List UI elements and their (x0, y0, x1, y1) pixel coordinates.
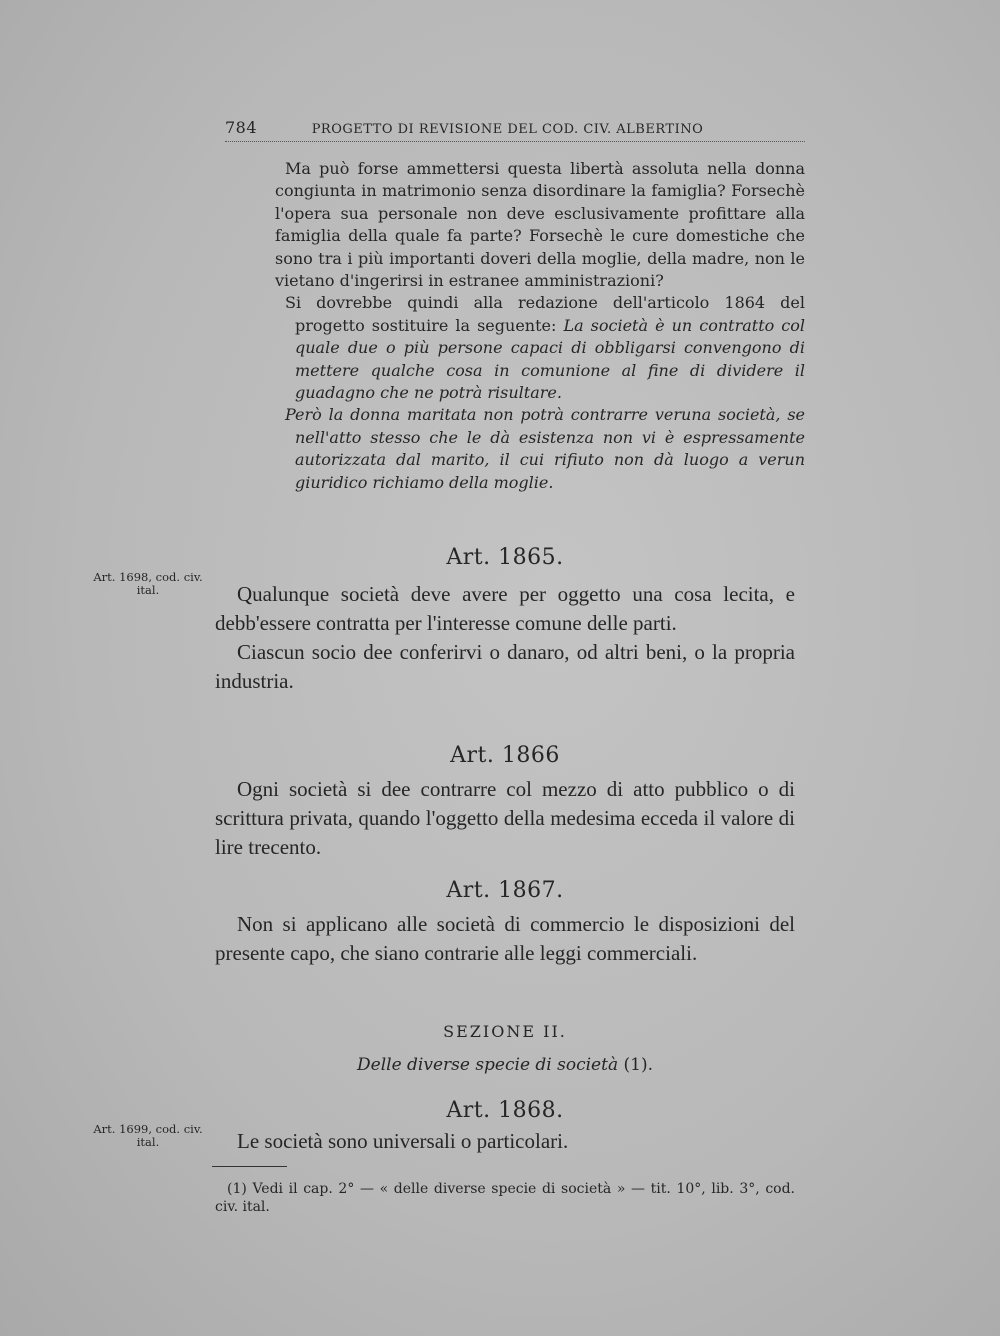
commentary-paragraph-2 (275, 292, 805, 404)
article-body-1865 (215, 580, 795, 696)
commentary-paragraph-1: Ma può forse ammettersi questa libertà assoluta nella donna congiunta in matrimonio senza disordinare la famiglia? Forsechè l'opera sua personale non deve esclusivamente profittare alla famiglia della quale fa parte? Forsechè le cure domestiche che sono tra i più importanti doveri della moglie, della madre, non le vietano d'ingerirsi in estranee amministrazioni? (275, 159, 805, 291)
section-subtitle-text: Delle diverse specie di società (357, 1055, 619, 1075)
commentary-paragraph-2-intro: Si dovrebbe quindi alla redazione dell'articolo 1864 del progetto sostituire la seguente: (285, 293, 805, 335)
margin-note-art-1868: Art. 1699, cod. civ. ital. (93, 1122, 203, 1149)
footnote (215, 1180, 795, 1216)
article-body-1867 (215, 910, 795, 968)
section-title: SEZIONE II. (443, 1022, 567, 1041)
article-body-1866 (215, 775, 795, 862)
article-1866-paragraph-1: Ogni società si dee contrarre col mezzo di atto pubblico o di scrittura privata, quando l'oggetto della medesima ecceda il valore di lire trecento. (215, 777, 795, 859)
commentary-paragraph-3: Però la donna maritata non potrà contrarre veruna società, se nell'atto stesso che le dà esistenza non vi è espressamente autorizzata dal marito, il cui rifiuto non dà luogo a verun giuridico richiamo della moglie. (285, 405, 805, 492)
article-heading-1866: Art. 1866 (450, 743, 560, 768)
article-1868-paragraph-1: Le società sono universali o particolari. (237, 1129, 569, 1153)
footnote-rule (212, 1166, 287, 1167)
article-1865-paragraph-1: Qualunque società deve avere per oggetto una cosa lecita, e debb'essere contratta per l'interesse comune delle parti. (215, 582, 795, 635)
running-title: PROGETTO DI REVISIONE DEL COD. CIV. ALBERTINO (311, 122, 704, 137)
margin-note-art-1865: Art. 1698, cod. civ. ital. (93, 570, 203, 597)
article-1865-paragraph-2: Ciascun socio dee conferirvi o danaro, od altri beni, o la propria industria. (215, 640, 795, 693)
running-header (225, 118, 805, 142)
footnote-reference: (1). (623, 1055, 653, 1075)
article-heading-1865: Art. 1865. (446, 545, 564, 570)
article-1867-paragraph-1: Non si applicano alle società di commercio le disposizioni del presente capo, che siano contrarie alle leggi commerciali. (215, 912, 795, 965)
page-number: 784 (225, 118, 258, 137)
article-body-1868 (215, 1127, 795, 1156)
article-heading-1868: Art. 1868. (446, 1098, 564, 1123)
commentary-block (275, 158, 805, 494)
footnote-text: (1) Vedi il cap. 2° — « delle diverse specie di società » — tit. 10°, lib. 3°, cod. civ. ital. (215, 1181, 795, 1215)
commentary-proposed-text: La società è un contratto col quale due o più persone capaci di obbligarsi convengono di mettere qualche cosa in comunione al fine di dividere il guadagno che ne potrà risultare. (295, 315, 806, 403)
section-subtitle (215, 1055, 795, 1075)
article-heading-1867: Art. 1867. (446, 878, 564, 903)
